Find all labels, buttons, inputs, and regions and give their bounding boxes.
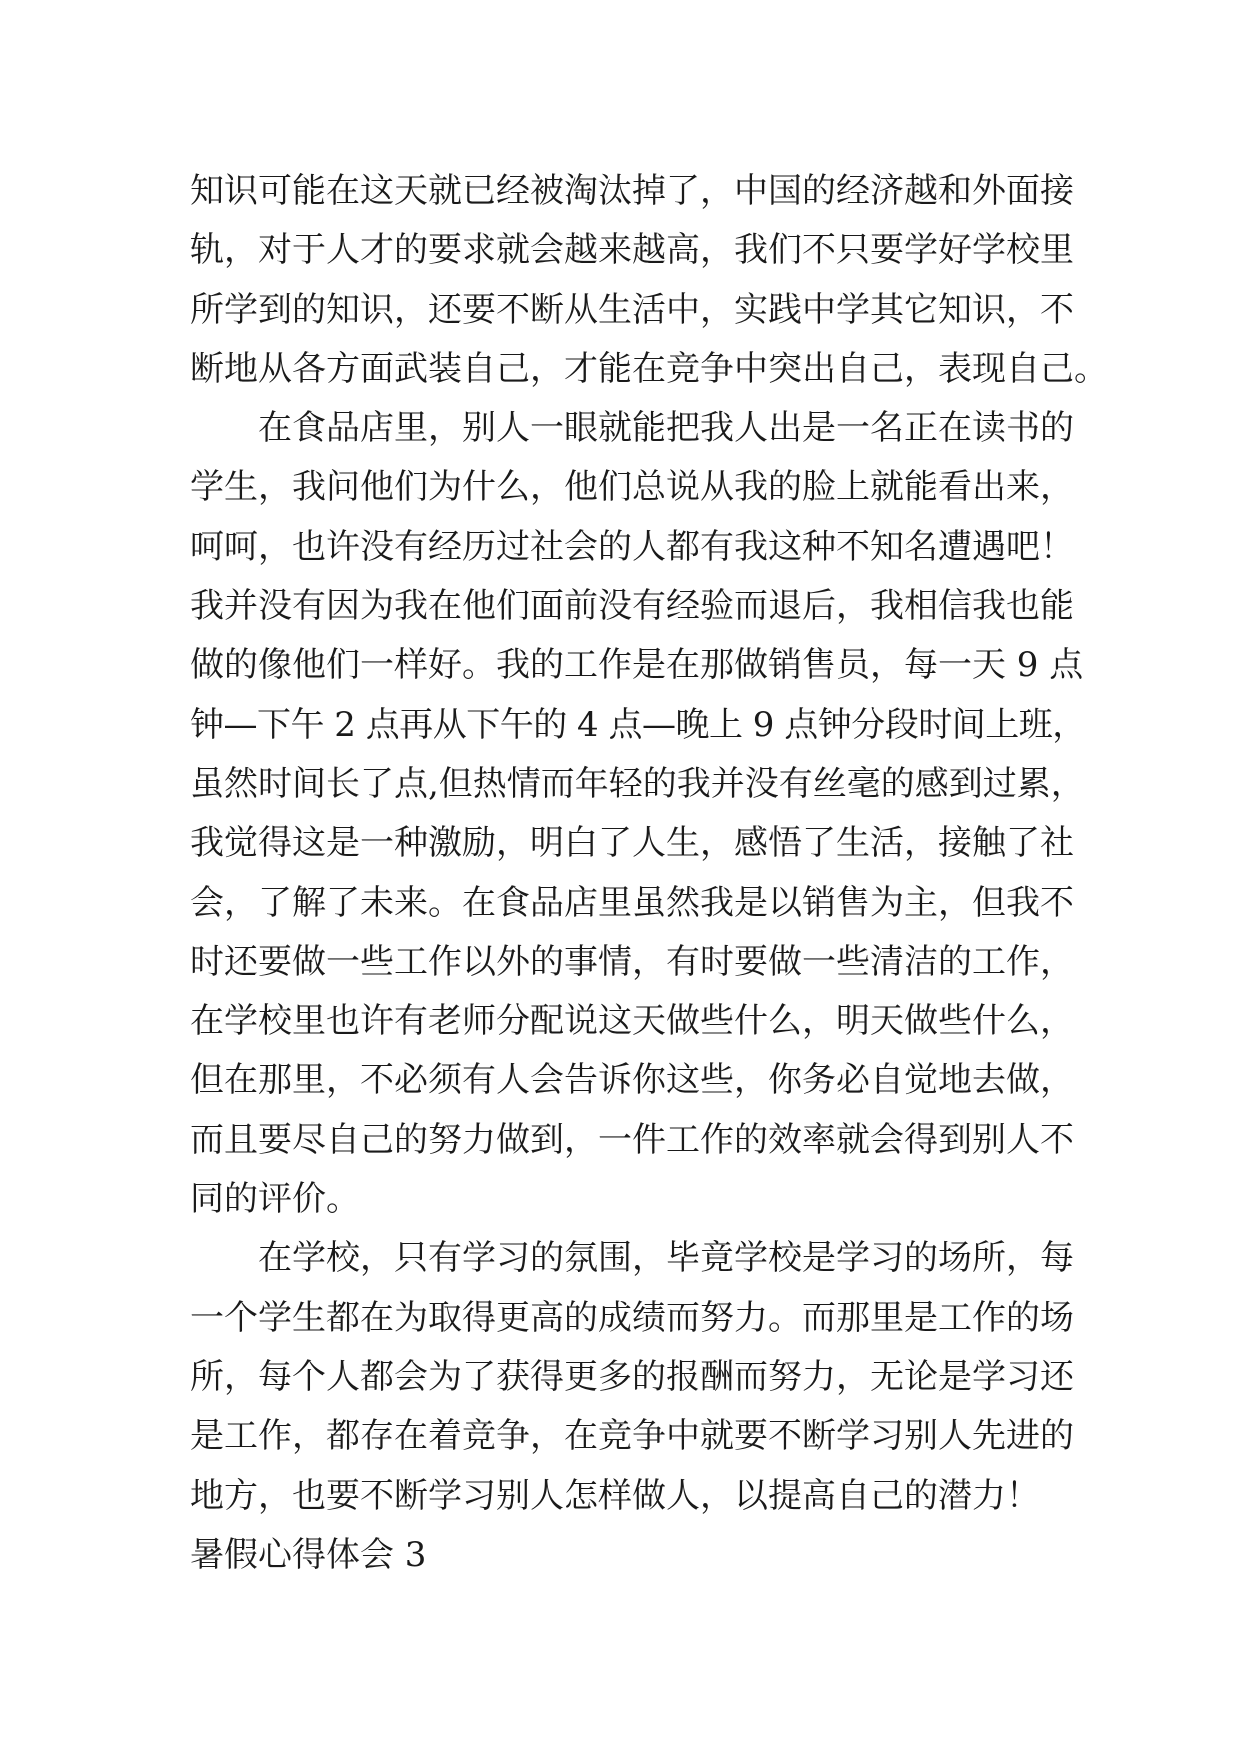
paragraph-line: 在食品店里，别人一眼就能把我人出是一名正在读书的 — [258, 408, 1074, 449]
paragraph-line: 轨，对于人才的要求就会越来越高，我们不只要学好学校里 — [190, 230, 1074, 271]
paragraph-2 — [190, 399, 1086, 1229]
paragraph-line: 会，了解了未来。在食品店里虽然我是以销售为主，但我不 — [190, 882, 1074, 923]
paragraph-line: 我并没有因为我在他们面前没有经验而退后，我相信我也能 — [190, 586, 1074, 627]
paragraph-line: 虽然时间长了点,但热情而年轻的我并没有丝毫的感到过累， — [190, 763, 1085, 804]
paragraph-line: 地方，也要不断学习别人怎样做人，以提高自己的潜力！ — [190, 1475, 1040, 1516]
paragraph-line: 同的评价。 — [190, 1179, 360, 1220]
document-body — [190, 162, 1108, 1585]
paragraph-line: 所，每个人都会为了获得更多的报酬而努力，无论是学习还 — [190, 1356, 1074, 1397]
paragraph-line: 在学校，只有学习的氛围，毕竟学校是学习的场所，每 — [258, 1238, 1074, 1279]
paragraph-line: 做的像他们一样好。我的工作是在那做销售员，每一天 9 点 — [190, 645, 1084, 686]
paragraph-line: 时还要做一些工作以外的事情，有时要做一些清洁的工作， — [190, 941, 1074, 982]
paragraph-line: 断地从各方面武装自己，才能在竞争中突出自己，表现自己。 — [190, 348, 1108, 389]
paragraph-line: 知识可能在这天就已经被淘汰掉了，中国的经济越和外面接 — [190, 171, 1074, 211]
paragraph-line: 呵呵，也许没有经历过社会的人都有我这种不知名遭遇吧！ — [190, 526, 1074, 567]
paragraph-line: 我觉得这是一种激励，明白了人生，感悟了生活，接触了社 — [190, 823, 1074, 864]
paragraph-line: 钟—下午 2 点再从下午的 4 点—晚上 9 点钟分段时间上班， — [190, 704, 1086, 745]
paragraph-line: 在学校里也许有老师分配说这天做些什么，明天做些什么， — [190, 1001, 1074, 1042]
paragraph-line: 是工作，都存在着竞争，在竞争中就要不断学习别人先进的 — [190, 1416, 1074, 1457]
section-heading: 暑假心得体会 3 — [190, 1534, 427, 1575]
paragraph-1 — [190, 162, 1108, 399]
paragraph-line: 所学到的知识，还要不断从生活中，实践中学其它知识，不 — [190, 289, 1074, 330]
paragraph-line: 而且要尽自己的努力做到，一件工作的效率就会得到别人不 — [190, 1119, 1074, 1160]
paragraph-3 — [190, 1229, 1074, 1525]
paragraph-line: 但在那里，不必须有人会告诉你这些，你务必自觉地去做， — [190, 1060, 1074, 1101]
paragraph-line: 一个学生都在为取得更高的成绩而努力。而那里是工作的场 — [190, 1297, 1074, 1338]
paragraph-line: 学生，我问他们为什么，他们总说从我的脸上就能看出来， — [190, 467, 1074, 508]
